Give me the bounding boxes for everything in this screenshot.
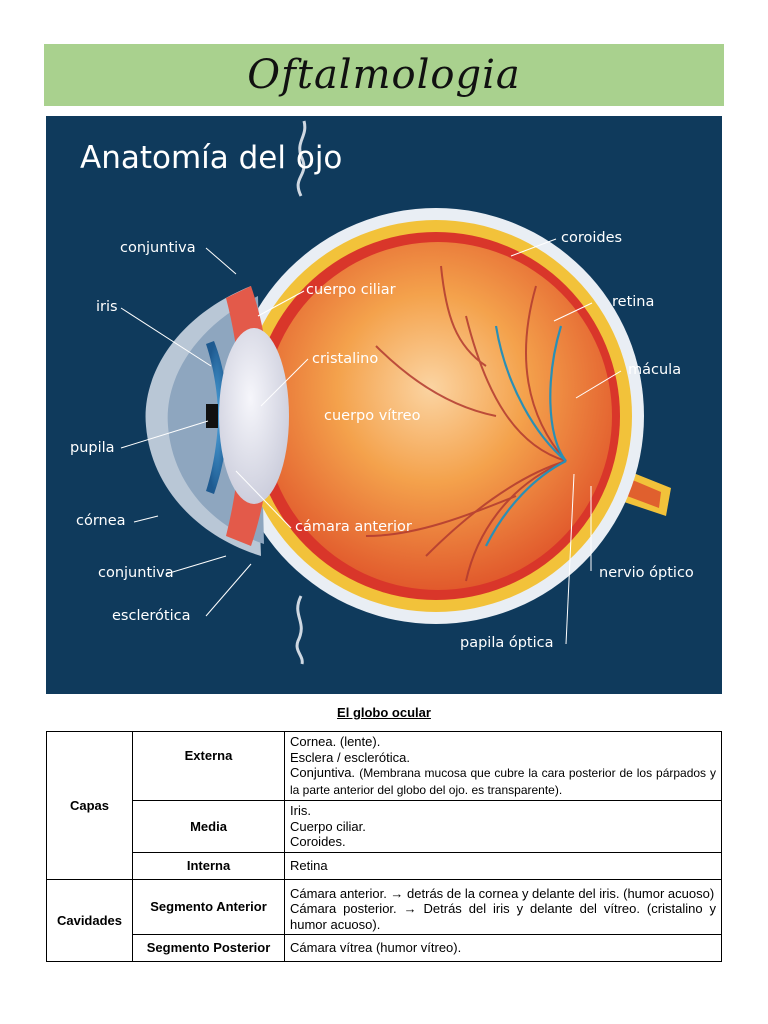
media-line-cuerpo-ciliar: Cuerpo ciliar. bbox=[290, 818, 366, 834]
table-caption: El globo ocular bbox=[337, 705, 431, 720]
externa-line-conjuntiva bbox=[290, 765, 716, 798]
table-row bbox=[47, 732, 722, 801]
cell-externa bbox=[285, 732, 722, 801]
eye-anatomy-figure bbox=[46, 116, 722, 694]
anterior-line-camara-posterior: Cámara posterior. → Detrás del iris y delante del vítreo. (cristalino y humor acuoso). bbox=[290, 901, 716, 932]
conjuntiva-note: (Membrana mucosa que cubre la cara posterior de los párpados y la parte anterior del globo del ojo. es transparente). bbox=[290, 766, 716, 797]
pupil-shape bbox=[206, 404, 218, 428]
row-label-externa: Externa bbox=[133, 732, 285, 801]
label-cuerpo-vitreo: cuerpo vítreo bbox=[324, 408, 421, 424]
label-iris: iris bbox=[96, 299, 118, 315]
conjunctiva-bottom-line bbox=[297, 596, 302, 664]
figure-title: Anatomía del ojo bbox=[80, 140, 343, 176]
cell-interna: Retina bbox=[285, 852, 722, 879]
label-papila-optica: papila óptica bbox=[460, 635, 554, 651]
media-line-coroides: Coroides. bbox=[290, 834, 346, 849]
externa-line-cornea: Cornea. (lente). bbox=[290, 734, 381, 749]
row-label-interna: Interna bbox=[133, 852, 285, 879]
row-header-capas: Capas bbox=[47, 732, 133, 880]
row-label-segmento-anterior: Segmento Anterior bbox=[133, 879, 285, 935]
label-pupila: pupila bbox=[70, 440, 115, 456]
media-line-iris: Iris. bbox=[290, 803, 311, 818]
label-cristalino: cristalino bbox=[312, 351, 379, 367]
lens-shape bbox=[219, 328, 289, 504]
table-row bbox=[47, 935, 722, 962]
row-label-segmento-posterior: Segmento Posterior bbox=[133, 935, 285, 962]
label-macula: mácula bbox=[628, 362, 682, 378]
title-banner bbox=[44, 44, 724, 106]
row-header-cavidades: Cavidades bbox=[47, 879, 133, 962]
label-nervio-optico: nervio óptico bbox=[599, 565, 694, 581]
anterior-line-camara-anterior: Cámara anterior. → detrás de la cornea y delante del iris. (humor acuoso) bbox=[290, 885, 715, 901]
eye-structure-table bbox=[46, 731, 722, 962]
table-row bbox=[47, 852, 722, 879]
label-cornea: córnea bbox=[76, 513, 126, 529]
table-row bbox=[47, 879, 722, 935]
label-esclerotica: esclerótica bbox=[112, 608, 191, 624]
label-conjuntiva-top: conjuntiva bbox=[120, 240, 196, 256]
label-coroides: coroides bbox=[561, 230, 623, 246]
banner-title: Oftalmologia bbox=[247, 52, 521, 98]
cell-segmento-anterior bbox=[285, 879, 722, 935]
label-camara-anterior: cámara anterior bbox=[295, 519, 412, 535]
externa-line-esclera: Esclera / esclerótica. bbox=[290, 749, 410, 765]
cell-media bbox=[285, 801, 722, 853]
row-label-media: Media bbox=[133, 801, 285, 853]
label-conjuntiva-bottom: conjuntiva bbox=[98, 565, 174, 581]
label-cuerpo-ciliar: cuerpo ciliar bbox=[306, 282, 396, 298]
table-row bbox=[47, 801, 722, 853]
cell-segmento-posterior: Cámara vítrea (humor vítreo). bbox=[285, 935, 722, 962]
conjuntiva-text: Conjuntiva. bbox=[290, 765, 356, 780]
label-retina: retina bbox=[612, 294, 655, 310]
